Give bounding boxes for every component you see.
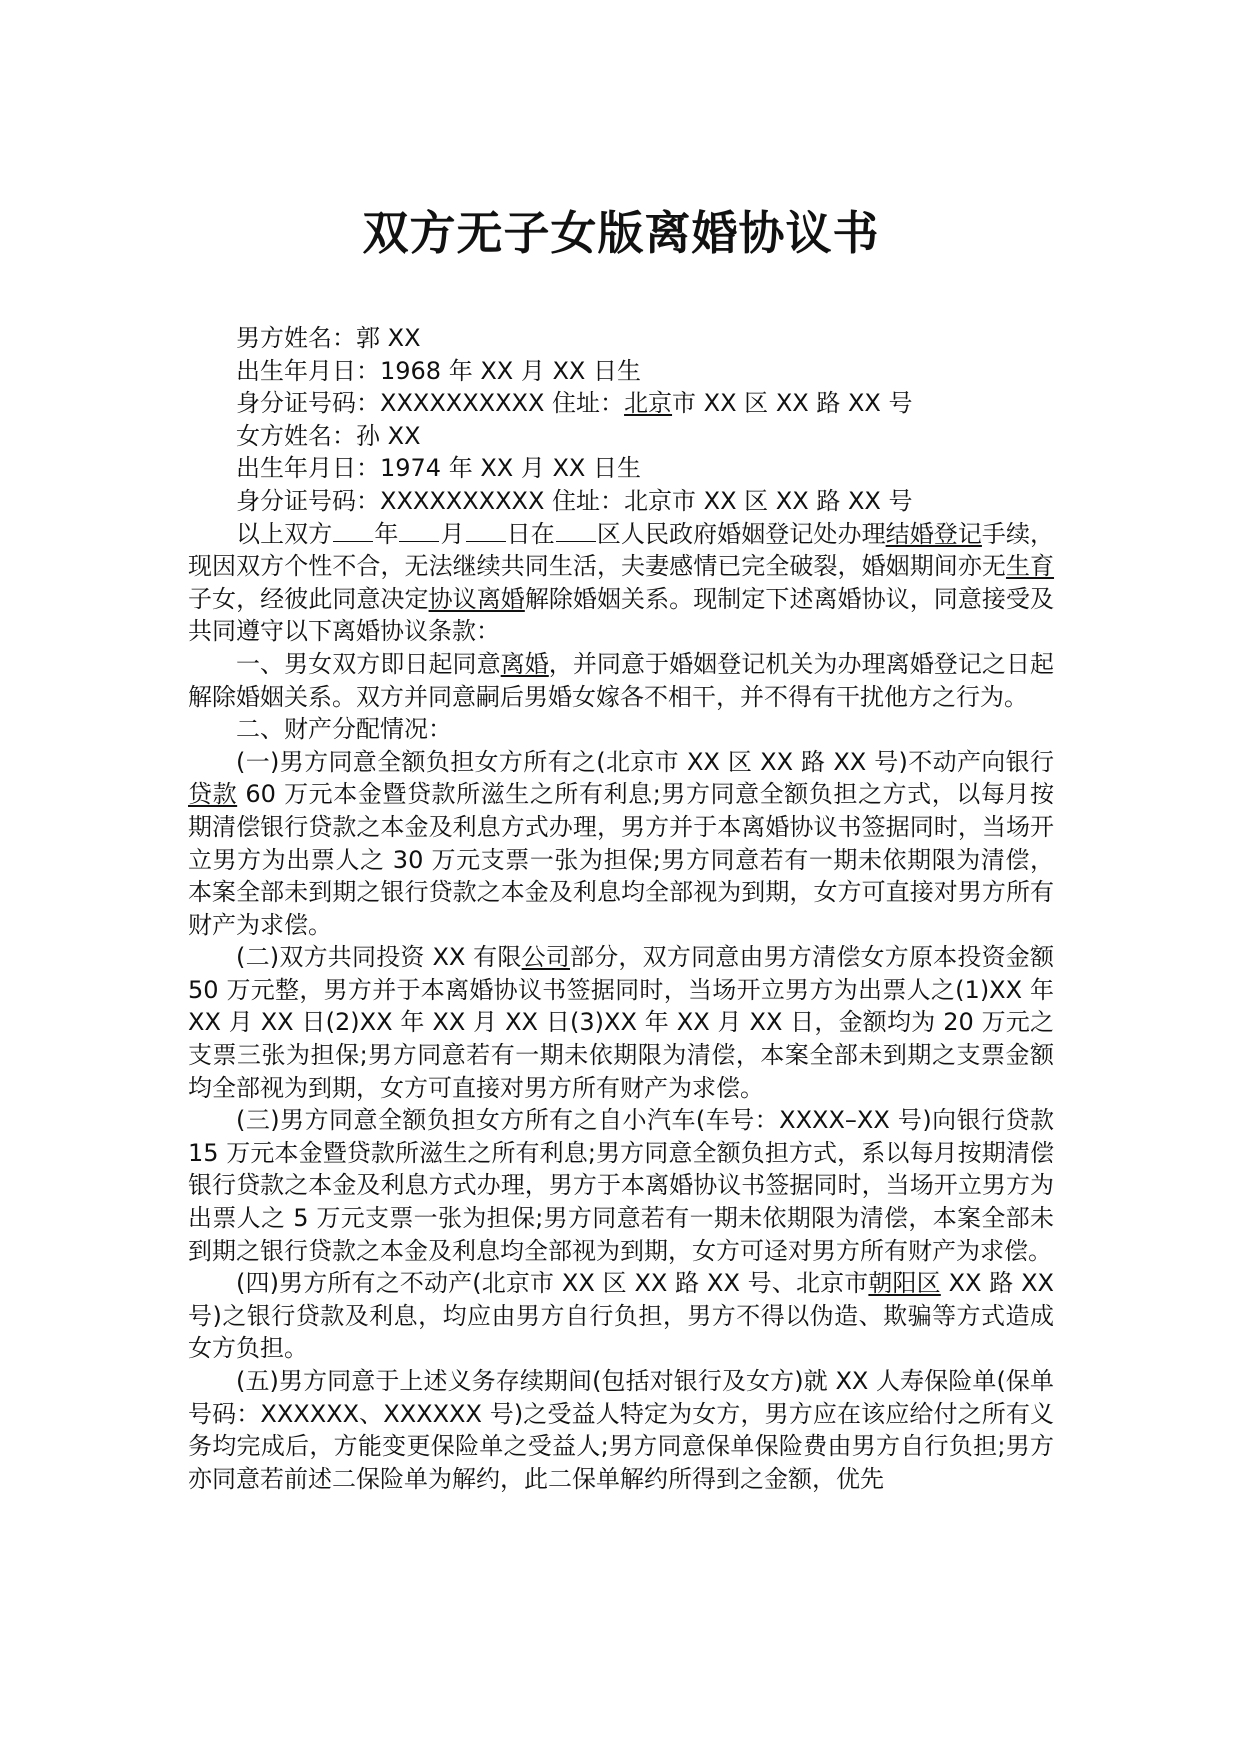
intro-text-8: 解除婚姻关系。现制定下述离婚协议，同意接受及共同遵守以下离婚协议条款： [188,584,1055,646]
woman-birth-line: 出生年月日：1974 年 XX 月 XX 日生 [236,454,641,483]
property-item-1 [188,746,1054,942]
item-4-text-2: XX 路 XX 号)之银行贷款及利息，均应由男方自行负担，男方不得以伪造、欺骗等方式造成女方负担。 [188,1269,1055,1363]
intro-text-1: 以上双方 [236,519,333,548]
link-beijing[interactable]: 北京 [624,389,673,418]
year-blank[interactable] [333,519,373,542]
link-divorce[interactable]: 离婚 [500,649,549,678]
item-4-text-1: (四)男方所有之不动产(北京市 XX 区 XX 路 XX 号、北京市 [236,1269,869,1298]
month-blank[interactable] [399,519,439,542]
intro-text-2: 年 [374,519,399,548]
clause-1-text-1: 一、男女双方即日起同意 [236,649,501,678]
man-id-line [188,387,1054,420]
item-2-text-2: 部分，双方同意由男方清偿女方原本投资金额 50 万元整，男方并于本离婚协议书签据同时，当场开立男方为出票人之(1)XX 年 XX 月 XX 日(2)XX 年 XX 月 XX 日(3)XX 年 XX 月 XX 日，金额均为 20 万元之支票三张为担保;男方同意若有一期未依期限为清偿，本案全部未到期之支票金额均全部视为到期，女方可直接对男方所有财产为求偿。 [188,943,1054,1102]
document-title: 双方无子女版离婚协议书 [362,206,880,260]
intro-paragraph [188,518,1054,648]
woman-name-line: 女方姓名：孙 XX [236,421,421,450]
property-item-3: (三)男方同意全额负担女方所有之自小汽车(车号：XXXX–XX 号)向银行贷款 15 万元本金暨贷款所滋生之所有利息;男方同意全额负担方式，系以每月按期清偿银行贷款之本金及利息方式办理，男方于本离婚协议书签据同时，当场开立男方为出票人之 5 万元支票一张为担保;男方同意若有一期未依期限为清偿，本案全部未到期之银行贷款之本金及利息均全部视为到期，女方可迳对男方所有财产为求偿。 [188,1106,1054,1265]
intro-text-7: 子女，经彼此同意决定 [188,584,429,613]
property-item-5: (五)男方同意于上述义务存续期间(包括对银行及女方)就 XX 人寿保险单(保单号码：XXXXXX、XXXXXX 号)之受益人特定为女方，男方应在该应给付之所有义务均完成后，方能变更保险单之受益人;男方同意保单保险费由男方自行负担;男方亦同意若前述二保险单为解约，此二保单解约所得到之金额，优先 [188,1367,1054,1493]
day-blank[interactable] [466,519,506,542]
document-body [188,322,1054,1495]
intro-text-4: 日在 [506,519,555,548]
clause-2-heading: 二、财产分配情况： [236,715,452,744]
link-company[interactable]: 公司 [521,943,571,972]
woman-id-line: 身分证号码：XXXXXXXXXX 住址：北京市 XX 区 XX 路 XX 号 [236,486,913,515]
clause-1 [188,648,1054,713]
link-chaoyang-district[interactable]: 朝阳区 [868,1269,941,1298]
link-childbirth[interactable]: 生育 [1005,552,1055,581]
man-addr-rest: 市 XX 区 XX 路 XX 号 [672,389,913,418]
property-item-4 [188,1267,1054,1365]
link-agreed-divorce[interactable]: 协议离婚 [428,584,525,613]
man-birth-line: 出生年月日：1968 年 XX 月 XX 日生 [236,356,641,385]
link-marriage-registration[interactable]: 结婚登记 [885,519,982,548]
document-page [188,0,1054,1754]
property-item-2 [188,941,1054,1104]
intro-text-5: 区人民政府婚姻登记处办理 [596,519,886,548]
intro-text-3: 月 [440,519,465,548]
district-blank[interactable] [556,519,596,542]
item-1-text-2: 60 万元本金暨贷款所滋生之所有利息;男方同意全额负担之方式，以每月按期清偿银行贷款之本金及利息方式办理，男方并于本离婚协议书签据同时，当场开立男方为出票人之 30 万元支票一张为担保;男方同意若有一期未依期限为清偿，本案全部未到期之银行贷款之本金及利息均全部视为到期，女方可直接对男方所有财产为求偿。 [188,780,1054,939]
clause-1-text-2: ，并同意于婚姻登记机关为办理离婚登记之日起解除婚姻关系。双方并同意嗣后男婚女嫁各不相干，并不得有干扰他方之行为。 [188,649,1055,711]
item-2-text-1: (二)双方共同投资 XX 有限 [236,943,522,972]
intro-text-6: 手续，现因双方个性不合，无法继续共同生活，夫妻感情已完全破裂，婚姻期间亦无 [188,519,1055,581]
item-1-text-1: (一)男方同意全额负担女方所有之(北京市 XX 区 XX 路 XX 号)不动产向银行 [236,747,1054,776]
man-name-line: 男方姓名：郭 XX [236,324,421,352]
link-loan[interactable]: 贷款 [188,780,238,809]
man-id-text: 身分证号码：XXXXXXXXXX 住址： [236,389,625,418]
